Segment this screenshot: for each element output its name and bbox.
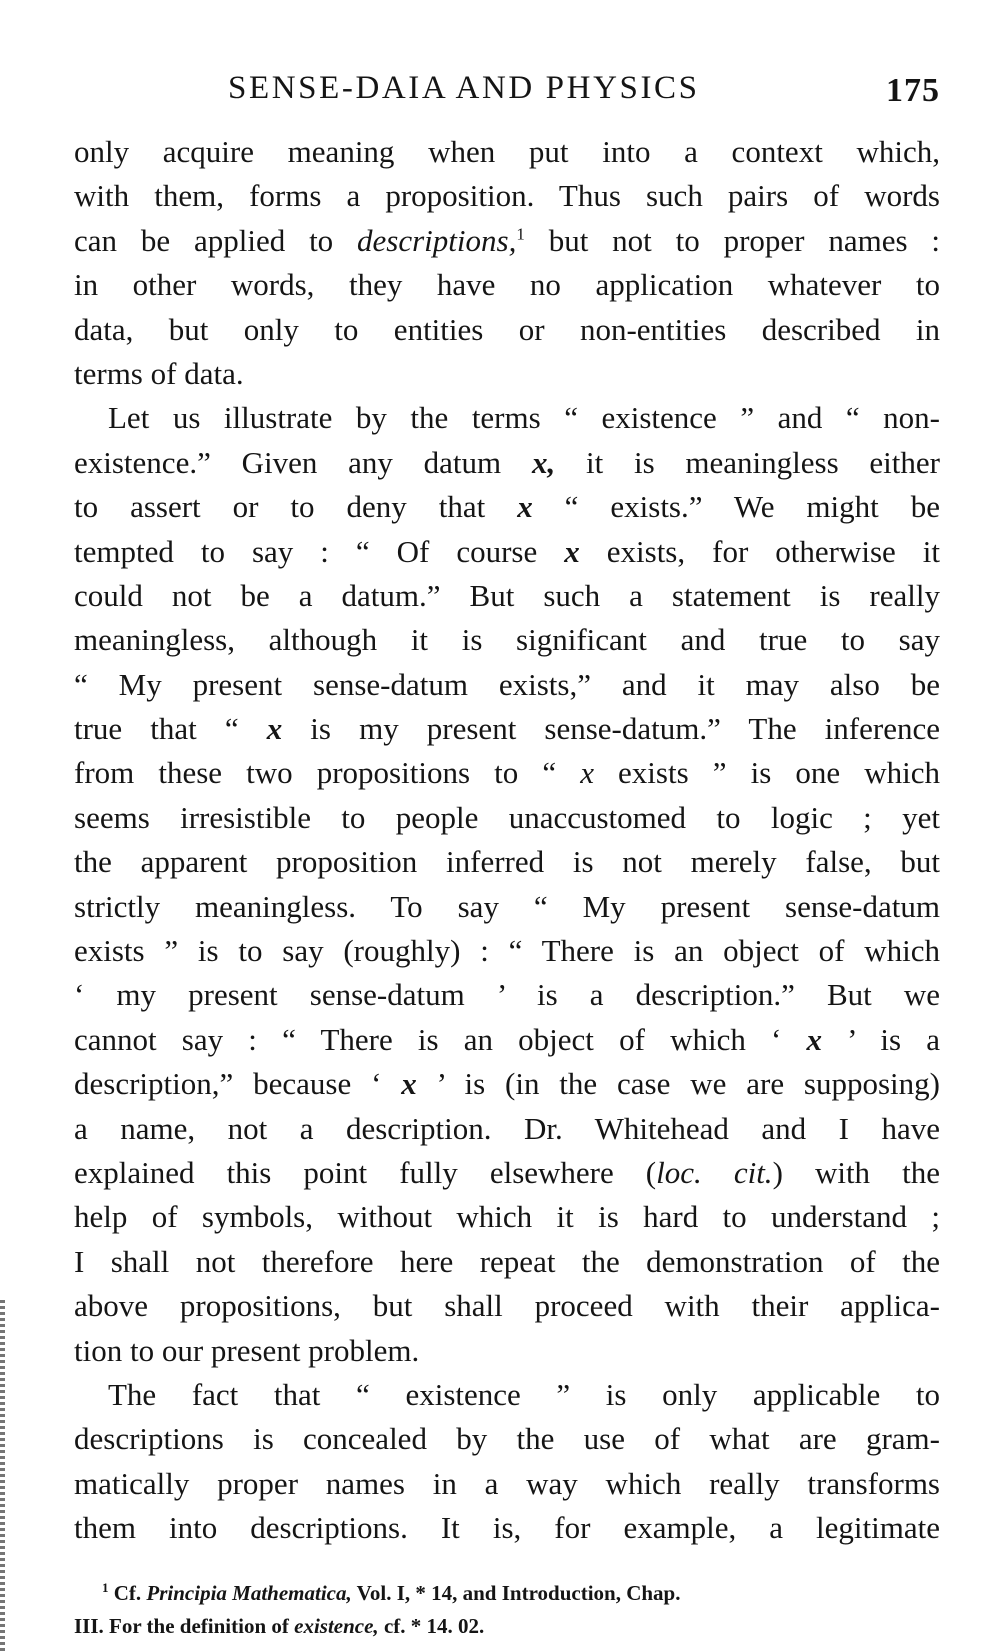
text-run: ) with the <box>772 1154 940 1190</box>
emphasis-loc-cit: loc. cit. <box>656 1154 773 1190</box>
text-run: cannot say : “ There is an object of which ‘ <box>74 1021 807 1057</box>
running-title: SENSE-DAIA AND PHYSICS <box>228 70 700 106</box>
text-run: it is meaningless either <box>555 444 940 480</box>
text-line: above propositions, but shall proceed with their applica- <box>74 1288 940 1324</box>
text-line: tion to our present problem. <box>74 1332 420 1368</box>
text-run: but not to proper names : <box>524 222 940 258</box>
text-line <box>74 1018 940 1062</box>
variable-x: x <box>517 489 533 525</box>
binding-edge-shadow <box>0 1300 5 1652</box>
text-line: The fact that “ existence ” is only applicable to <box>108 1376 940 1412</box>
text-run: description,” because ‘ <box>74 1066 402 1102</box>
text-line: with them, forms a proposition. Thus such pairs of words <box>74 178 940 214</box>
page-number: 175 <box>886 72 940 109</box>
text-line: the apparent proposition inferred is not merely false, but <box>74 844 940 880</box>
text-line: exists ” is to say (roughly) : “ There is an object of which <box>74 933 940 969</box>
text-run: exists ” is one which <box>593 755 940 791</box>
text-line: strictly meaningless. To say “ My present sense-datum <box>74 888 940 924</box>
variable-x: x, <box>531 444 556 480</box>
text-run: ’ is (in the case we are supposing) <box>416 1066 940 1102</box>
body-text <box>74 130 940 1551</box>
footnote-ref: 1 <box>516 224 525 244</box>
text-line: I shall not therefore here repeat the demonstration of the <box>74 1243 940 1279</box>
variable-x: x <box>266 711 283 747</box>
text-line: data, but only to entities or non-entities described in <box>74 311 940 347</box>
footnote <box>74 1577 940 1643</box>
text-line: a name, not a description. Dr. Whitehead and I have <box>74 1110 940 1146</box>
text-line <box>74 530 940 574</box>
text-line: help of symbols, without which it is hard to understand ; <box>74 1199 940 1235</box>
text-line: Let us illustrate by the terms “ existence ” and “ non- <box>108 400 940 436</box>
text-run: true that “ <box>74 711 267 747</box>
text-run: from these two propositions to “ <box>74 755 581 791</box>
text-line <box>74 219 940 263</box>
emphasis-existence: existence, <box>294 1614 379 1638</box>
emphasis-principia: Principia Mathematica, <box>146 1581 352 1605</box>
text-run: Cf. <box>113 1581 147 1605</box>
text-run: can be applied to <box>74 222 358 258</box>
text-line: could not be a datum.” But such a statement is really <box>74 577 940 613</box>
text-run: cf. * 14. 02. <box>378 1614 485 1638</box>
variable-x: x <box>806 1021 823 1057</box>
text-line: terms of data. <box>74 355 244 391</box>
variable-x: x <box>580 755 594 791</box>
text-line: “ My present sense-datum exists,” and it may also be <box>74 666 940 702</box>
variable-x: x <box>564 533 580 569</box>
text-line: only acquire meaning when put into a context which, <box>74 134 940 169</box>
text-run: Vol. I, * 14, and Introduction, Chap. <box>351 1581 681 1605</box>
text-run: is my present sense-datum.” The inference <box>282 711 940 747</box>
text-run: explained this point fully elsewhere ( <box>74 1154 657 1190</box>
text-line: meaningless, although it is significant and true to say <box>74 622 940 658</box>
text-run: III. For the definition of <box>74 1614 295 1638</box>
text-run: tempted to say : “ Of course <box>74 533 565 569</box>
text-run: existence.” Given any datum <box>74 444 532 480</box>
footnote-line <box>74 1610 940 1643</box>
text-line <box>74 1151 940 1195</box>
text-line <box>74 1062 940 1106</box>
text-line <box>74 707 940 751</box>
footnote-line <box>74 1577 940 1610</box>
text-line <box>74 441 940 485</box>
text-line: seems irresistible to people unaccustomed to logic ; yet <box>74 799 940 835</box>
text-line: matically proper names in a way which really transforms <box>74 1465 940 1501</box>
text-run: to assert or to deny that <box>74 489 518 525</box>
variable-x: x <box>401 1066 417 1102</box>
running-head <box>70 70 940 114</box>
text-line: in other words, they have no application whatever to <box>74 267 940 303</box>
emphasis-descriptions: descriptions, <box>357 222 517 258</box>
text-run: “ exists.” We might be <box>532 489 940 525</box>
footnote-marker: 1 <box>102 1580 109 1595</box>
text-line: descriptions is concealed by the use of what are gram- <box>74 1421 940 1457</box>
text-run: exists, for otherwise it <box>579 533 941 569</box>
text-line: ‘ my present sense-datum ’ is a description.” But we <box>74 977 940 1013</box>
text-run: ’ is a <box>822 1021 940 1057</box>
text-line: them into descriptions. It is, for example, a legitimate <box>74 1510 940 1546</box>
text-line <box>74 751 940 795</box>
text-line <box>74 485 940 529</box>
